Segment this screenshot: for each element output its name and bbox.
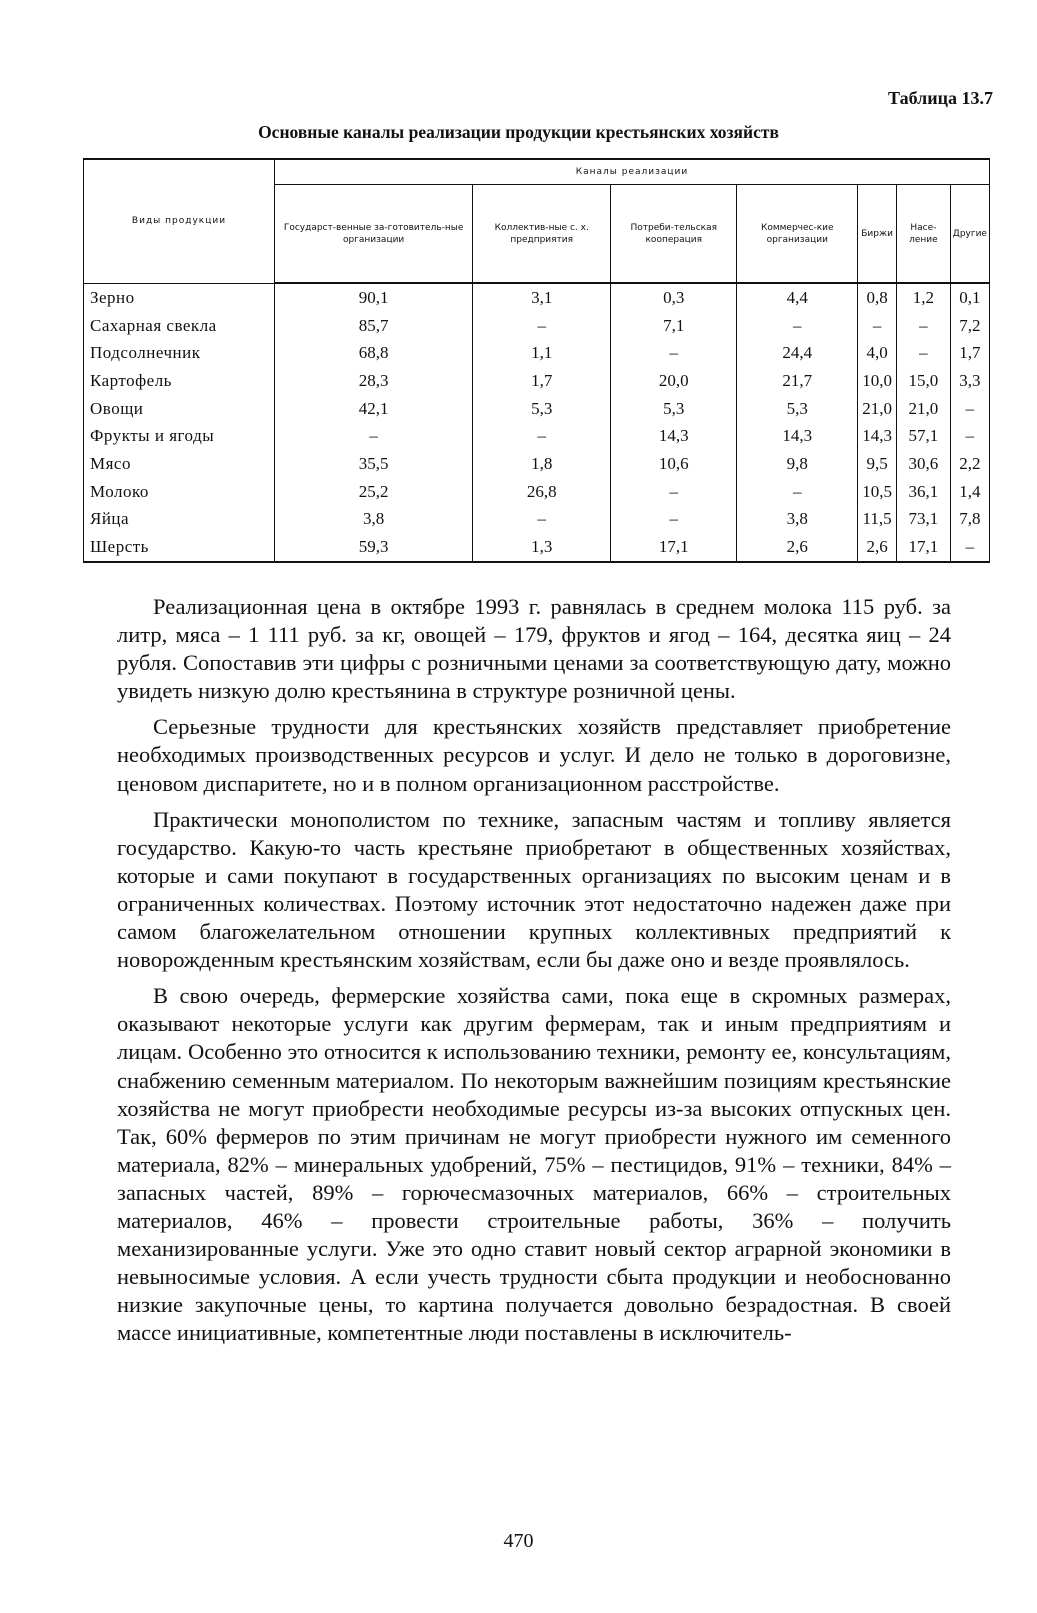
table-cell: – [473, 312, 611, 340]
row-product-name: Овощи [84, 395, 275, 423]
table-cell: 0,8 [858, 283, 897, 312]
table-row [84, 533, 990, 562]
table-cell: 68,8 [275, 339, 473, 367]
table-cell: 24,4 [737, 339, 858, 367]
table-cell: 90,1 [275, 283, 473, 312]
page-number: 470 [503, 1530, 534, 1552]
table-cell: 20,0 [611, 367, 737, 395]
row-product-name: Сахарная свекла [84, 312, 275, 340]
table-cell: 30,6 [896, 450, 950, 478]
table-cell: 21,0 [858, 395, 897, 423]
table-cell: 1,4 [950, 478, 989, 506]
table-cell: 0,3 [611, 283, 737, 312]
table-title: Основные каналы реализации продукции крестьянских хозяйств [258, 122, 779, 142]
table-cell: 85,7 [275, 312, 473, 340]
paragraph: Серьезные трудности для крестьянских хозяйств представляет приобретение необходимых производственных ресурсов и услуг. И дело не только в дороговизне, ценовом диспаритете, но и в полном организационном расстройстве. [117, 714, 951, 796]
table-row [84, 283, 990, 312]
table-cell: 59,3 [275, 533, 473, 562]
table-cell: 1,3 [473, 533, 611, 562]
table-cell: – [858, 312, 897, 340]
table-cell: 1,7 [950, 339, 989, 367]
table-cell: 11,5 [858, 506, 897, 534]
table-cell: 3,3 [950, 367, 989, 395]
paragraph: В свою очередь, фермерские хозяйства сами, пока еще в скромных размерах, оказывают некоторые услуги как другим фермерам, так и иным предприятиям и лицам. Особенно это относится к использованию техники, ремонту ее, консультациям, снабжению семенным материалом. По некоторым важнейшим позициям крестьянские хозяйства не могут приобрести необходимые ресурсы из-за высоких отпускных цен. Так, 60% фермеров по этим причинам не могут приобрести нужного им семенного материала, 82% – минеральных удобрений, 75% – пестицидов, 91% – техники, 84% – запасных частей, 89% – горючесмазочных материалов, 66% – строительных материалов, 46% – провести строительные работы, 36% – получить механизированные услуги. Уже это одно ставит новый сектор аграрной экономики в невыносимые условия. А если учесть трудности сбыта продукции и необоснованно низкие закупочные цены, то картина получается довольно безрадостная. В своей массе инициативные, компетентные люди поставлены в исключитель- [117, 983, 951, 1346]
row-product-name: Фрукты и ягоды [84, 422, 275, 450]
paragraph: Практически монополистом по технике, запасным частям и топливу является государство. Какую-то часть крестьяне приобретают в общественных хозяйствах, которые и сами покупают в государственных организациях по высоким ценам и в ограниченных количествах. Поэтому источник этот недостаточно надежен даже при самом благожелательном отношении крупных коллективных предприятий к новорожденным крестьянским хозяйствам, если бы даже оно и везде проявлялось. [117, 806, 951, 973]
column-header-collective: Коллектив-ные с. х. предприятия [473, 185, 611, 284]
table-cell: 42,1 [275, 395, 473, 423]
table-cell: 5,3 [473, 395, 611, 423]
table-cell: – [473, 422, 611, 450]
table-cell: – [950, 395, 989, 423]
table-cell: 9,8 [737, 450, 858, 478]
table-cell: 28,3 [275, 367, 473, 395]
table-cell: 5,3 [737, 395, 858, 423]
row-product-name: Зерно [84, 283, 275, 312]
table-row [84, 478, 990, 506]
table-cell: 1,7 [473, 367, 611, 395]
table-cell: 73,1 [896, 506, 950, 534]
table-cell: 57,1 [896, 422, 950, 450]
table-cell: – [611, 478, 737, 506]
table-body [84, 283, 990, 562]
table-cell: – [896, 339, 950, 367]
row-product-name: Яйца [84, 506, 275, 534]
table-cell: 7,1 [611, 312, 737, 340]
table-cell: 14,3 [737, 422, 858, 450]
table-cell: – [737, 478, 858, 506]
table-cell: 14,3 [858, 422, 897, 450]
column-header-consumer-coop: Потреби-тельская кооперация [611, 185, 737, 284]
row-product-name: Картофель [84, 367, 275, 395]
table-row [84, 367, 990, 395]
table-label: Таблица 13.7 [888, 88, 993, 108]
table-cell: 15,0 [896, 367, 950, 395]
table-cell: – [950, 422, 989, 450]
table-cell: 26,8 [473, 478, 611, 506]
table-cell: – [611, 506, 737, 534]
table-row [84, 395, 990, 423]
table-cell: – [950, 533, 989, 562]
column-header-population: Насе-ление [896, 185, 950, 284]
column-header-commercial: Коммерчес-кие организации [737, 185, 858, 284]
column-header-other: Другие [950, 185, 989, 284]
table-cell: 35,5 [275, 450, 473, 478]
table-cell: 17,1 [896, 533, 950, 562]
table-cell: 3,1 [473, 283, 611, 312]
table-cell: 21,0 [896, 395, 950, 423]
product-column-header: Виды продукции [84, 159, 275, 283]
table-row [84, 339, 990, 367]
row-product-name: Мясо [84, 450, 275, 478]
table-cell: 7,2 [950, 312, 989, 340]
table-cell: 1,2 [896, 283, 950, 312]
table-cell: 2,2 [950, 450, 989, 478]
table-cell: 17,1 [611, 533, 737, 562]
table-cell: – [737, 312, 858, 340]
table-cell: – [896, 312, 950, 340]
table-cell: 10,6 [611, 450, 737, 478]
row-product-name: Подсолнечник [84, 339, 275, 367]
table-cell: 3,8 [275, 506, 473, 534]
paragraph: Реализационная цена в октябре 1993 г. равнялась в среднем молока 115 руб. за литр, мяса – 1 111 руб. за кг, овощей – 179, фруктов и ягод – 164, десятка яиц – 24 рубля. Сопоставив эти цифры с розничными ценами за соответствующую дату, можно увидеть низкую долю крестьянина в структуре розничной цены. [117, 594, 951, 704]
table-cell: 21,7 [737, 367, 858, 395]
table-cell: 25,2 [275, 478, 473, 506]
table-cell: 1,1 [473, 339, 611, 367]
column-header-state: Государст-венные за-готовитель-ные организации [275, 185, 473, 284]
table-cell: 7,8 [950, 506, 989, 534]
table-cell: 0,1 [950, 283, 989, 312]
table-cell: 10,0 [858, 367, 897, 395]
table-row [84, 312, 990, 340]
table-cell: 14,3 [611, 422, 737, 450]
table-cell: 4,4 [737, 283, 858, 312]
table-cell: – [473, 506, 611, 534]
table-cell: 9,5 [858, 450, 897, 478]
row-product-name: Шерсть [84, 533, 275, 562]
table-cell: 2,6 [737, 533, 858, 562]
table-cell: 4,0 [858, 339, 897, 367]
channels-group-header: Каналы реализации [275, 159, 990, 185]
table-row [84, 450, 990, 478]
table-cell: 10,5 [858, 478, 897, 506]
table-cell: 1,8 [473, 450, 611, 478]
column-header-exchanges: Биржи [858, 185, 897, 284]
table-row [84, 506, 990, 534]
table-row [84, 422, 990, 450]
table-cell: 3,8 [737, 506, 858, 534]
table-cell: 5,3 [611, 395, 737, 423]
table-cell: – [611, 339, 737, 367]
body-text [117, 593, 951, 1355]
row-product-name: Молоко [84, 478, 275, 506]
table-cell: 2,6 [858, 533, 897, 562]
table-cell: 36,1 [896, 478, 950, 506]
sales-channels-table [83, 158, 990, 563]
table-cell: – [275, 422, 473, 450]
